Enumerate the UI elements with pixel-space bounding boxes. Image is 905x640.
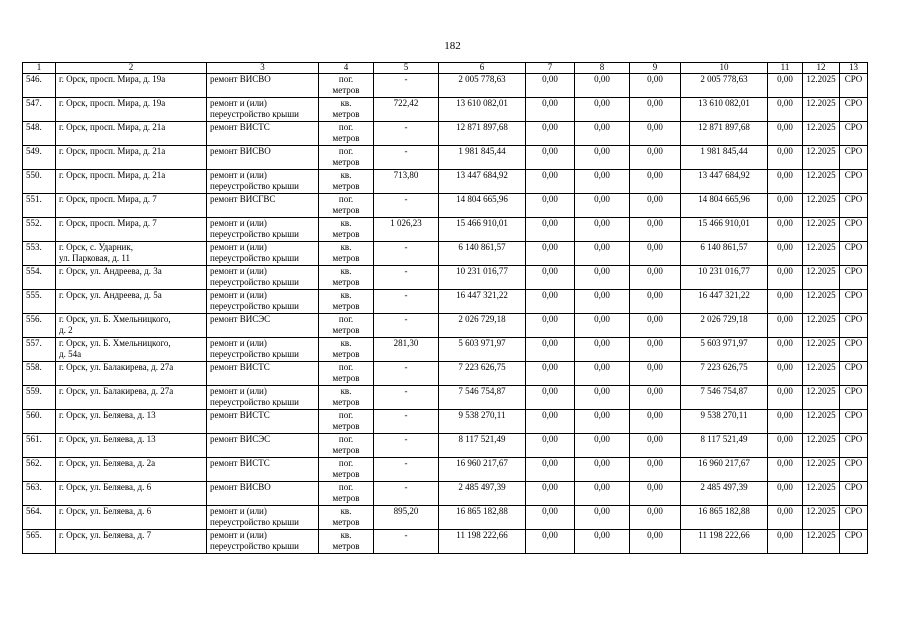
column-header-9: 9 [630,63,681,74]
cell-row-number: 562. [23,458,56,482]
cell-deadline: 12.2025 [803,458,840,482]
cell-deadline: 12.2025 [803,314,840,338]
cell-unit: пог. метров [319,314,374,338]
cell-row-number: 557. [23,338,56,362]
table-row [23,170,868,194]
cell-volume: - [374,314,439,338]
cell-address: г. Орск, просп. Мира, д. 21а [56,146,207,170]
cell-budget-cost: 0,00 [575,146,630,170]
cell-method: СРО [840,530,868,554]
cell-work-type: ремонт и (или) переустройство крыши [207,242,319,266]
cell-extra-cost: 0,00 [768,338,803,362]
cell-extra-cost: 0,00 [768,314,803,338]
cell-deadline: 12.2025 [803,410,840,434]
cell-other-cost: 8 117 521,49 [681,434,768,458]
table-row [23,506,868,530]
cell-budget-cost: 0,00 [575,434,630,458]
table-row [23,122,868,146]
cell-fund-cost: 0,00 [526,218,575,242]
cell-method: СРО [840,506,868,530]
cell-total-cost: 16 960 217,67 [439,458,526,482]
cell-owner-cost: 0,00 [630,74,681,98]
cell-fund-cost: 0,00 [526,266,575,290]
cell-budget-cost: 0,00 [575,242,630,266]
cell-other-cost: 5 603 971,97 [681,338,768,362]
cell-address: г. Орск, ул. Беляева, д. 6 [56,506,207,530]
cell-deadline: 12.2025 [803,338,840,362]
cell-total-cost: 1 981 845,44 [439,146,526,170]
cell-other-cost: 11 198 222,66 [681,530,768,554]
column-header-5: 5 [374,63,439,74]
cell-other-cost: 15 466 910,01 [681,218,768,242]
cell-owner-cost: 0,00 [630,146,681,170]
cell-row-number: 560. [23,410,56,434]
cell-row-number: 563. [23,482,56,506]
cell-address: г. Орск, просп. Мира, д. 21а [56,122,207,146]
cell-address: г. Орск, ул. Андреева, д. 3а [56,266,207,290]
cell-owner-cost: 0,00 [630,530,681,554]
cell-method: СРО [840,314,868,338]
cell-deadline: 12.2025 [803,194,840,218]
cell-budget-cost: 0,00 [575,218,630,242]
works-table [22,62,868,554]
cell-method: СРО [840,482,868,506]
cell-volume: - [374,146,439,170]
cell-method: СРО [840,242,868,266]
cell-unit: кв. метров [319,290,374,314]
cell-budget-cost: 0,00 [575,338,630,362]
cell-unit: пог. метров [319,146,374,170]
cell-extra-cost: 0,00 [768,218,803,242]
cell-deadline: 12.2025 [803,98,840,122]
cell-extra-cost: 0,00 [768,458,803,482]
cell-owner-cost: 0,00 [630,338,681,362]
cell-budget-cost: 0,00 [575,122,630,146]
cell-owner-cost: 0,00 [630,242,681,266]
cell-row-number: 547. [23,98,56,122]
column-header-11: 11 [768,63,803,74]
cell-deadline: 12.2025 [803,218,840,242]
cell-deadline: 12.2025 [803,482,840,506]
cell-method: СРО [840,338,868,362]
cell-total-cost: 12 871 897,68 [439,122,526,146]
cell-fund-cost: 0,00 [526,410,575,434]
cell-address: г. Орск, ул. Беляева, д. 6 [56,482,207,506]
cell-address: г. Орск, просп. Мира, д. 7 [56,218,207,242]
cell-row-number: 559. [23,386,56,410]
cell-volume: - [374,122,439,146]
cell-owner-cost: 0,00 [630,434,681,458]
cell-deadline: 12.2025 [803,530,840,554]
cell-address: г. Орск, ул. Беляева, д. 2а [56,458,207,482]
cell-method: СРО [840,410,868,434]
cell-method: СРО [840,458,868,482]
cell-unit: кв. метров [319,338,374,362]
cell-method: СРО [840,386,868,410]
cell-total-cost: 2 026 729,18 [439,314,526,338]
cell-unit: пог. метров [319,194,374,218]
cell-work-type: ремонт и (или) переустройство крыши [207,266,319,290]
cell-deadline: 12.2025 [803,170,840,194]
cell-volume: 1 026,23 [374,218,439,242]
cell-unit: кв. метров [319,530,374,554]
cell-address: г. Орск, ул. Б. Хмельницкого, д. 54а [56,338,207,362]
cell-unit: кв. метров [319,386,374,410]
cell-row-number: 561. [23,434,56,458]
cell-total-cost: 8 117 521,49 [439,434,526,458]
table-row [23,386,868,410]
column-header-7: 7 [526,63,575,74]
cell-owner-cost: 0,00 [630,458,681,482]
table-row [23,530,868,554]
table-row [23,362,868,386]
cell-extra-cost: 0,00 [768,146,803,170]
cell-extra-cost: 0,00 [768,194,803,218]
cell-row-number: 565. [23,530,56,554]
cell-method: СРО [840,170,868,194]
cell-total-cost: 2 485 497,39 [439,482,526,506]
cell-other-cost: 2 026 729,18 [681,314,768,338]
cell-owner-cost: 0,00 [630,98,681,122]
cell-budget-cost: 0,00 [575,362,630,386]
cell-deadline: 12.2025 [803,434,840,458]
cell-other-cost: 12 871 897,68 [681,122,768,146]
cell-method: СРО [840,194,868,218]
cell-fund-cost: 0,00 [526,458,575,482]
cell-fund-cost: 0,00 [526,290,575,314]
column-header-10: 10 [681,63,768,74]
cell-fund-cost: 0,00 [526,242,575,266]
cell-unit: кв. метров [319,506,374,530]
cell-volume: 722,42 [374,98,439,122]
cell-volume: - [374,362,439,386]
cell-method: СРО [840,218,868,242]
cell-deadline: 12.2025 [803,266,840,290]
cell-other-cost: 6 140 861,57 [681,242,768,266]
cell-method: СРО [840,146,868,170]
cell-other-cost: 16 865 182,88 [681,506,768,530]
cell-row-number: 552. [23,218,56,242]
cell-address: г. Орск, просп. Мира, д. 7 [56,194,207,218]
cell-owner-cost: 0,00 [630,194,681,218]
cell-address: г. Орск, ул. Андреева, д. 5а [56,290,207,314]
cell-unit: кв. метров [319,170,374,194]
cell-other-cost: 7 223 626,75 [681,362,768,386]
cell-total-cost: 13 610 082,01 [439,98,526,122]
cell-row-number: 556. [23,314,56,338]
table-row [23,218,868,242]
cell-extra-cost: 0,00 [768,242,803,266]
cell-unit: кв. метров [319,218,374,242]
cell-owner-cost: 0,00 [630,266,681,290]
cell-owner-cost: 0,00 [630,482,681,506]
table-row [23,338,868,362]
table-row [23,458,868,482]
cell-total-cost: 7 546 754,87 [439,386,526,410]
cell-deadline: 12.2025 [803,290,840,314]
cell-address: г. Орск, просп. Мира, д. 19а [56,74,207,98]
cell-row-number: 553. [23,242,56,266]
cell-work-type: ремонт ВИСТС [207,362,319,386]
cell-other-cost: 2 485 497,39 [681,482,768,506]
cell-owner-cost: 0,00 [630,170,681,194]
cell-work-type: ремонт и (или) переустройство крыши [207,290,319,314]
cell-other-cost: 9 538 270,11 [681,410,768,434]
cell-owner-cost: 0,00 [630,410,681,434]
cell-address: г. Орск, просп. Мира, д. 21а [56,170,207,194]
cell-unit: пог. метров [319,362,374,386]
cell-method: СРО [840,122,868,146]
cell-budget-cost: 0,00 [575,458,630,482]
cell-row-number: 564. [23,506,56,530]
cell-budget-cost: 0,00 [575,98,630,122]
cell-total-cost: 13 447 684,92 [439,170,526,194]
cell-method: СРО [840,434,868,458]
cell-unit: пог. метров [319,74,374,98]
cell-volume: - [374,290,439,314]
cell-unit: кв. метров [319,98,374,122]
cell-other-cost: 2 005 778,63 [681,74,768,98]
cell-owner-cost: 0,00 [630,386,681,410]
cell-address: г. Орск, ул. Балакирева, д. 27а [56,362,207,386]
cell-row-number: 554. [23,266,56,290]
cell-work-type: ремонт и (или) переустройство крыши [207,386,319,410]
cell-deadline: 12.2025 [803,146,840,170]
cell-volume: - [374,458,439,482]
cell-row-number: 549. [23,146,56,170]
cell-method: СРО [840,266,868,290]
cell-unit: кв. метров [319,242,374,266]
cell-unit: пог. метров [319,482,374,506]
cell-total-cost: 6 140 861,57 [439,242,526,266]
cell-total-cost: 16 865 182,88 [439,506,526,530]
cell-volume: 281,30 [374,338,439,362]
cell-address: г. Орск, ул. Беляева, д. 7 [56,530,207,554]
cell-extra-cost: 0,00 [768,74,803,98]
column-header-12: 12 [803,63,840,74]
cell-volume: - [374,386,439,410]
cell-work-type: ремонт ВИСВО [207,74,319,98]
cell-work-type: ремонт ВИСТС [207,410,319,434]
cell-unit: пог. метров [319,122,374,146]
cell-other-cost: 14 804 665,96 [681,194,768,218]
column-header-3: 3 [207,63,319,74]
cell-extra-cost: 0,00 [768,170,803,194]
cell-total-cost: 15 466 910,01 [439,218,526,242]
cell-owner-cost: 0,00 [630,290,681,314]
cell-extra-cost: 0,00 [768,122,803,146]
table-row [23,314,868,338]
column-header-2: 2 [56,63,207,74]
cell-other-cost: 13 610 082,01 [681,98,768,122]
cell-total-cost: 7 223 626,75 [439,362,526,386]
cell-unit: кв. метров [319,266,374,290]
cell-owner-cost: 0,00 [630,506,681,530]
cell-extra-cost: 0,00 [768,530,803,554]
cell-volume: 895,20 [374,506,439,530]
cell-work-type: ремонт ВИСТС [207,122,319,146]
cell-row-number: 550. [23,170,56,194]
cell-fund-cost: 0,00 [526,386,575,410]
cell-row-number: 551. [23,194,56,218]
cell-owner-cost: 0,00 [630,314,681,338]
cell-work-type: ремонт ВИСВО [207,482,319,506]
cell-budget-cost: 0,00 [575,290,630,314]
cell-row-number: 558. [23,362,56,386]
cell-volume: 713,80 [374,170,439,194]
cell-total-cost: 14 804 665,96 [439,194,526,218]
cell-fund-cost: 0,00 [526,146,575,170]
cell-owner-cost: 0,00 [630,218,681,242]
cell-extra-cost: 0,00 [768,410,803,434]
cell-budget-cost: 0,00 [575,266,630,290]
cell-unit: пог. метров [319,434,374,458]
cell-work-type: ремонт и (или) переустройство крыши [207,530,319,554]
column-header-6: 6 [439,63,526,74]
cell-other-cost: 1 981 845,44 [681,146,768,170]
cell-owner-cost: 0,00 [630,122,681,146]
cell-fund-cost: 0,00 [526,362,575,386]
cell-total-cost: 5 603 971,97 [439,338,526,362]
cell-work-type: ремонт и (или) переустройство крыши [207,338,319,362]
table-row [23,434,868,458]
cell-fund-cost: 0,00 [526,122,575,146]
table-row [23,98,868,122]
cell-work-type: ремонт и (или) переустройство крыши [207,170,319,194]
cell-work-type: ремонт ВИСГВС [207,194,319,218]
table-row [23,146,868,170]
cell-fund-cost: 0,00 [526,482,575,506]
cell-owner-cost: 0,00 [630,362,681,386]
table-row [23,290,868,314]
cell-fund-cost: 0,00 [526,98,575,122]
cell-other-cost: 7 546 754,87 [681,386,768,410]
cell-extra-cost: 0,00 [768,362,803,386]
cell-fund-cost: 0,00 [526,530,575,554]
cell-work-type: ремонт и (или) переустройство крыши [207,98,319,122]
cell-other-cost: 13 447 684,92 [681,170,768,194]
table-row [23,482,868,506]
cell-extra-cost: 0,00 [768,506,803,530]
cell-other-cost: 16 447 321,22 [681,290,768,314]
cell-total-cost: 2 005 778,63 [439,74,526,98]
cell-unit: пог. метров [319,410,374,434]
cell-row-number: 548. [23,122,56,146]
cell-work-type: ремонт ВИСВО [207,146,319,170]
cell-volume: - [374,434,439,458]
cell-budget-cost: 0,00 [575,506,630,530]
cell-volume: - [374,74,439,98]
cell-extra-cost: 0,00 [768,434,803,458]
cell-fund-cost: 0,00 [526,170,575,194]
cell-row-number: 555. [23,290,56,314]
cell-deadline: 12.2025 [803,386,840,410]
cell-work-type: ремонт и (или) переустройство крыши [207,506,319,530]
cell-address: г. Орск, ул. Б. Хмельницкого, д. 2 [56,314,207,338]
cell-extra-cost: 0,00 [768,98,803,122]
cell-address: г. Орск, с. Ударник, ул. Парковая, д. 11 [56,242,207,266]
cell-address: г. Орск, ул. Беляева, д. 13 [56,434,207,458]
cell-fund-cost: 0,00 [526,434,575,458]
cell-deadline: 12.2025 [803,362,840,386]
cell-method: СРО [840,74,868,98]
column-header-13: 13 [840,63,868,74]
cell-volume: - [374,482,439,506]
cell-deadline: 12.2025 [803,74,840,98]
cell-deadline: 12.2025 [803,122,840,146]
cell-volume: - [374,410,439,434]
cell-address: г. Орск, ул. Балакирева, д. 27а [56,386,207,410]
cell-fund-cost: 0,00 [526,506,575,530]
cell-fund-cost: 0,00 [526,74,575,98]
table-row [23,410,868,434]
column-header-1: 1 [23,63,56,74]
cell-method: СРО [840,98,868,122]
cell-volume: - [374,194,439,218]
table-row [23,194,868,218]
cell-deadline: 12.2025 [803,242,840,266]
cell-fund-cost: 0,00 [526,338,575,362]
cell-volume: - [374,266,439,290]
cell-total-cost: 9 538 270,11 [439,410,526,434]
column-number-row [23,63,868,74]
cell-work-type: ремонт ВИСЭС [207,314,319,338]
table-body [23,74,868,554]
cell-method: СРО [840,290,868,314]
table-row [23,242,868,266]
cell-work-type: ремонт ВИСТС [207,458,319,482]
cell-deadline: 12.2025 [803,506,840,530]
cell-budget-cost: 0,00 [575,410,630,434]
cell-volume: - [374,530,439,554]
cell-volume: - [374,242,439,266]
cell-total-cost: 10 231 016,77 [439,266,526,290]
cell-budget-cost: 0,00 [575,386,630,410]
page-number: 182 [444,40,461,52]
column-header-4: 4 [319,63,374,74]
cell-unit: пог. метров [319,458,374,482]
cell-budget-cost: 0,00 [575,74,630,98]
cell-extra-cost: 0,00 [768,266,803,290]
cell-method: СРО [840,362,868,386]
cell-work-type: ремонт ВИСЭС [207,434,319,458]
table-row [23,74,868,98]
cell-address: г. Орск, ул. Беляева, д. 13 [56,410,207,434]
cell-budget-cost: 0,00 [575,194,630,218]
cell-fund-cost: 0,00 [526,314,575,338]
cell-row-number: 546. [23,74,56,98]
cell-budget-cost: 0,00 [575,482,630,506]
cell-budget-cost: 0,00 [575,530,630,554]
cell-address: г. Орск, просп. Мира, д. 19а [56,98,207,122]
table-row [23,266,868,290]
column-header-8: 8 [575,63,630,74]
cell-budget-cost: 0,00 [575,314,630,338]
cell-budget-cost: 0,00 [575,170,630,194]
cell-extra-cost: 0,00 [768,482,803,506]
cell-total-cost: 11 198 222,66 [439,530,526,554]
cell-work-type: ремонт и (или) переустройство крыши [207,218,319,242]
cell-other-cost: 16 960 217,67 [681,458,768,482]
cell-other-cost: 10 231 016,77 [681,266,768,290]
cell-fund-cost: 0,00 [526,194,575,218]
cell-extra-cost: 0,00 [768,290,803,314]
cell-extra-cost: 0,00 [768,386,803,410]
cell-total-cost: 16 447 321,22 [439,290,526,314]
